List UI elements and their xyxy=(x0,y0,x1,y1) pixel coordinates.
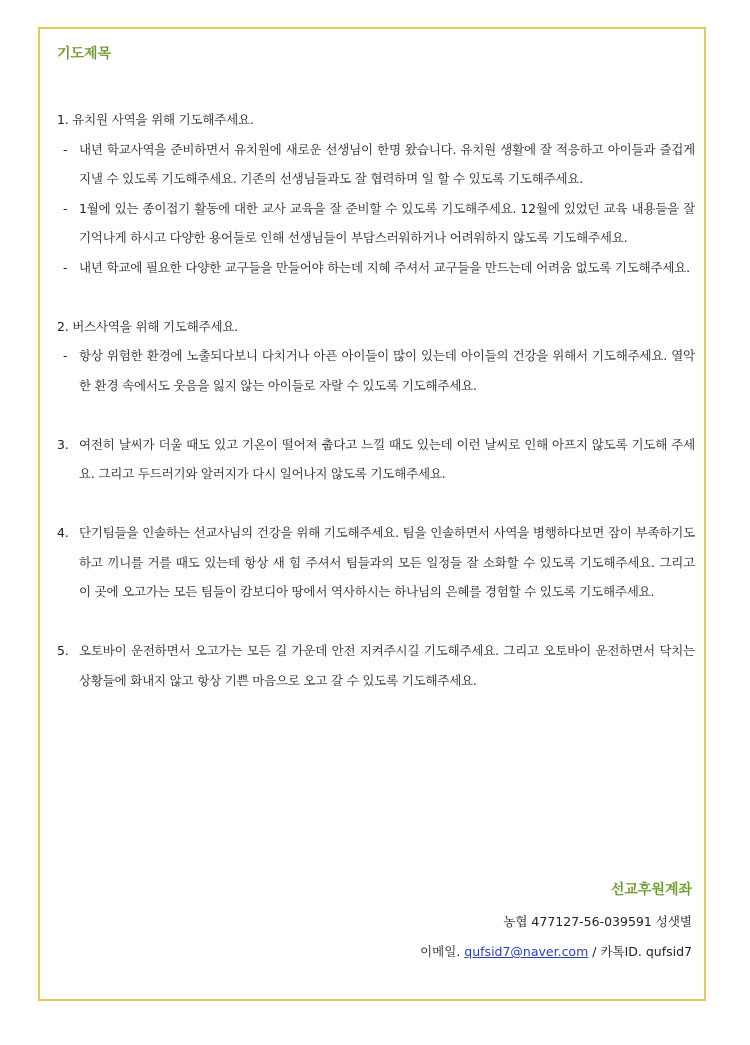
account-bank: 농협 477127-56-039591 성샛별 xyxy=(503,914,692,929)
dash-bullet: - xyxy=(63,348,68,363)
item-1-sub-2: - 1월에 있는 종이접기 활동에 대한 교사 교육을 잘 준비할 수 있도록 기도해주세요. 12월에 있었던 교육 내용들을 잘 기억나게 하시고 다양한 용어들로 인해 선생님들이 부담스러워하거나 어려워하지 않도록 기도해주세요. xyxy=(57,194,695,253)
item-number: 3. xyxy=(57,436,69,452)
item-4 xyxy=(57,518,695,607)
item-5 xyxy=(57,636,695,695)
prayer-list xyxy=(57,105,695,695)
item-number: 5. xyxy=(57,643,69,658)
separator: / xyxy=(592,944,597,959)
item-5-text: 오토바이 운전하면서 오고가는 모든 길 가운데 안전 지켜주시길 기도해주세요. 그리고 오토바이 운전하면서 닥치는 상황들에 화내지 않고 항상 기쁜 마음으로 오고 갈 수 있도록 기도해주세요. xyxy=(79,643,695,688)
dash-bullet: - xyxy=(63,141,68,157)
item-3-text: 여전히 날씨가 더울 때도 있고 기온이 떨어져 춥다고 느낄 때도 있는데 이런 날씨로 인해 아프지 않도록 기도해 주세요. 그리고 두드러기와 알러지가 다시 일어나지 않도록 기도해주세요. xyxy=(79,436,695,481)
item-1-sub-3: - 내년 학교에 필요한 다양한 교구들을 만들어야 하는데 지혜 주셔서 교구들을 만드는데 어려움 없도록 기도해주세요. xyxy=(57,253,695,283)
email-label: 이메일. xyxy=(420,944,461,959)
item-heading-2: 2. 버스사역을 위해 기도해주세요. xyxy=(57,318,238,334)
account-title: 선교후원계좌 xyxy=(610,882,692,898)
kakao-id: 카톡ID. qufsid7 xyxy=(600,944,692,959)
item-heading-1: 1. 유치원 사역을 위해 기도해주세요. xyxy=(57,112,254,127)
item-3 xyxy=(57,430,695,489)
item-4-text: 단기팀들을 인솔하는 선교사님의 건강을 위해 기도해주세요. 팀을 인솔하면서 사역을 병행하다보면 잠이 부족하기도 하고 끼니를 거를 때도 있는데 항상 새 힘 주셔서 팀들과의 모든 일정들 잘 소화할 수 있도록 기도해주세요. 그리고 이 곳에 오고가는 모든 팀들이 캄보디아 땅에서 역사하시는 하나님의 은혜를 경험할 수 있도록 기도해주세요. xyxy=(79,525,695,599)
item-number: 4. xyxy=(57,525,69,540)
item-1-sub-1: - 내년 학교사역을 준비하면서 유치원에 새로운 선생님이 한명 왔습니다. 유치원 생활에 잘 적응하고 아이들과 즐겁게 지낼 수 있도록 기도해주세요. 기존의 선생님들과도 잘 협력하며 일 할 수 있도록 기도해주세요. xyxy=(57,135,695,194)
email-link[interactable]: qufsid7@naver.com xyxy=(464,944,589,959)
page-title: 기도제목 xyxy=(57,46,112,62)
account-contact xyxy=(420,942,692,960)
dash-bullet: - xyxy=(63,259,68,275)
dash-bullet: - xyxy=(63,200,68,216)
item-2-sub-1: - 항상 위험한 환경에 노출되다보니 다치거나 아픈 아이들이 많이 있는데 아이들의 건강을 위해서 기도해주세요. 열악한 환경 속에서도 웃음을 잃지 않는 아이들로 자랄 수 있도록 기도해주세요. xyxy=(57,341,695,400)
